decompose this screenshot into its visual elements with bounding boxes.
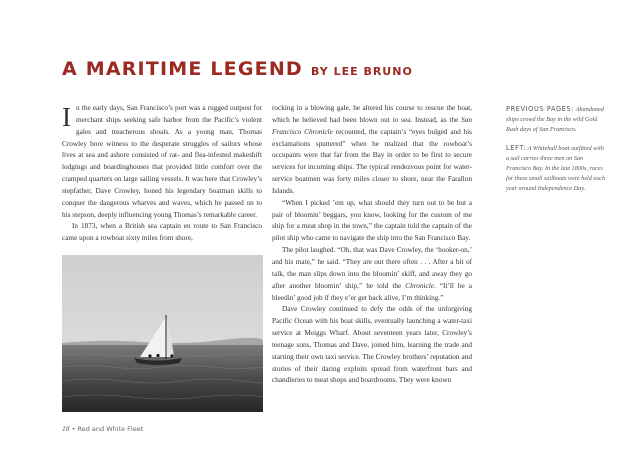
paragraph: Dave Crowley continued to defy the odds of the unforgiving Pacific Ocean with his boat skills, eventually launching a water-taxi service at Meiggs Wharf. About seventeen years later, Crowley’s teenage sons, Thomas and Dave, joined him, learning the trade and starting their own taxi service. The Crowley brothers’ reputation and stories of their daring exploits spread from waterfront bars and chandleries to meat shops and boardrooms. They were known <box>272 305 472 385</box>
caption-text: A Whitehall boat outfitted with a sail carries three men on San Francisco Bay. In the late 1800s, races for these small sailboats were held each year around Independence Day. <box>506 145 606 192</box>
sailboat-photo <box>62 255 263 412</box>
book-title: Red and White Fleet <box>77 425 144 433</box>
paragraph-text: . “It’ll be a bleedin’ good job if they e’er get back alive, I’m thinking.” <box>272 281 472 302</box>
paragraph <box>272 245 472 304</box>
headline-title: A MARITIME LEGEND <box>62 58 303 80</box>
folio-separator: • <box>71 425 76 433</box>
text-column-1 <box>62 103 262 245</box>
italic-text: San Francisco Chronicle <box>272 115 472 136</box>
paragraph-text: n the early days, San Francisco’s port was a rugged outpost for merchant ships seeking safe harbor from the Pacific’s violent gales and treacherous shoals. As a young man, Thomas Crowley bore witness to the desperate struggles of sailors whose lives at sea and ashore consisted of rat- and flea-infested makeshift lodgings and boardinghouses that provided little comfort over the cramped quarters on large sailing vessels. It was here that Crowley’s stepfather, Dave Crowley, honed his legendary boatman skills to conquer the dangerous wharves and waves, which he passed on to his stepson, deeply influencing young Thomas’s remarkable career. <box>62 104 262 219</box>
drop-cap: I <box>62 102 71 132</box>
sailboat-photo-image <box>62 255 263 412</box>
paragraph: “When I picked ’em up, what should they turn out to be but a pair of bloomin’ beggars, you know, looking for the custom of me ship for a meat shop in the town,” the captain told the captain of the pilot ship who came to navigate the ship into the San Francisco Bay. <box>272 198 472 243</box>
caption-label: PREVIOUS PAGES: <box>506 105 575 113</box>
text-column-2 <box>272 103 472 387</box>
paragraph <box>272 103 472 198</box>
caption-label: LEFT: <box>506 144 527 153</box>
caption-text: Abandoned ships crowd the Bay in the wild Gold Rush days of San Francisco. <box>506 106 604 133</box>
headline-byline: BY LEE BRUNO <box>311 65 413 78</box>
caption-previous-pages <box>506 105 608 134</box>
paragraph-text: The pilot laughed. “Oh, that was Dave Crowley, the ‘hooker-on,’ and his mate,” he said. “They are out there often . . . After a bit of talk, the man slips down into the bloomin’ skiff, and away they go after another bloomin’ ship,” he told the <box>272 246 472 290</box>
paragraph-text: recounted, the captain’s “eyes bulged and his exclamations sputtered” when he realized that the rowboat’s occupants were that far from the Bay in order to be first to secure services for incoming ships. The typical rendezvous point for water-service boatmen was forty miles closer to shore, near the Farallon Islands. <box>272 127 473 195</box>
caption-sidebar <box>506 105 608 203</box>
italic-text: Chronicle <box>405 281 434 290</box>
paragraph-text: rocking in a blowing gale, he altered his course to rescue the boat, which he believed had been blown out to sea. Instead, as the <box>272 104 472 124</box>
paragraph <box>62 103 262 221</box>
article-headline <box>62 58 413 80</box>
page-number: 18 <box>62 424 70 433</box>
caption-left <box>506 144 608 193</box>
paragraph: In 1873, when a British sea captain en route to San Francisco came upon a rowboat sixty miles from shore, <box>62 222 262 243</box>
page-folio <box>62 424 143 433</box>
